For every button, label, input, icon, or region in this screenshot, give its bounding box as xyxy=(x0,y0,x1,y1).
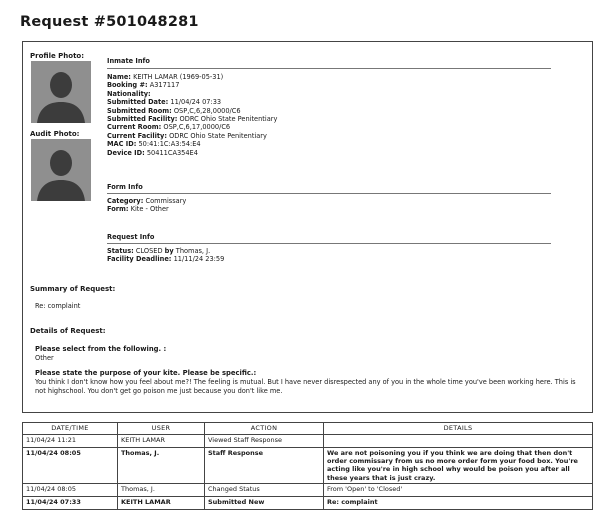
profile-photo xyxy=(31,61,91,123)
field-device-id: Device ID: 50411CA354E4 xyxy=(107,148,198,157)
request-title: Request #501048281 xyxy=(20,14,199,30)
inmate-info-heading: Inmate Info xyxy=(107,57,150,65)
header-details: DETAILS xyxy=(324,423,593,435)
form-info-rule xyxy=(107,193,551,194)
table-row xyxy=(23,448,593,484)
details-label: Details of Request: xyxy=(30,327,106,335)
cell-action: Staff Response xyxy=(205,448,324,484)
cell-details: Re: complaint xyxy=(324,496,593,509)
cell-date: 11/04/24 08:05 xyxy=(23,448,118,484)
field-nationality: Nationality: xyxy=(107,89,151,98)
field-deadline: Facility Deadline: 11/11/24 23:59 xyxy=(107,255,225,264)
field-booking: Booking #: A317117 xyxy=(107,81,180,90)
cell-details: From 'Open' to 'Closed' xyxy=(324,483,593,496)
table-row xyxy=(23,496,593,509)
field-current-room: Current Room: OSP,C,6,17,0000/C6 xyxy=(107,123,231,132)
cell-date: 11/04/24 11:21 xyxy=(23,435,118,448)
audit-photo xyxy=(31,139,91,201)
field-current-facility: Current Facility: ODRC Ohio State Penitentiary xyxy=(107,131,267,140)
question-1: Please select from the following. : xyxy=(35,345,167,353)
cell-details xyxy=(324,435,593,448)
profile-photo-label: Profile Photo: xyxy=(30,52,85,60)
table-header-row xyxy=(23,423,593,435)
audit-photo-label: Audit Photo: xyxy=(30,130,80,138)
cell-date: 11/04/24 07:33 xyxy=(23,496,118,509)
form-info-heading: Form Info xyxy=(107,183,143,191)
cell-action: Changed Status xyxy=(205,483,324,496)
cell-date: 11/04/24 08:05 xyxy=(23,483,118,496)
answer-2: You think I don't know how you feel about me?! The feeling is mutual. But I have never disrespected any of you in the whole time you've been working here. This is not highschool. You don't get go poison me just because you don't like me. xyxy=(35,378,576,395)
header-action: ACTION xyxy=(205,423,324,435)
summary-label: Summary of Request: xyxy=(30,285,116,293)
cell-user: Thomas, J. xyxy=(118,448,205,484)
cell-action: Submitted New xyxy=(205,496,324,509)
summary-value: Re: complaint xyxy=(35,302,81,310)
field-mac-id: MAC ID: 50:41:1C:A3:54:E4 xyxy=(107,140,201,149)
answer-1: Other xyxy=(35,354,54,362)
field-category: Category: Commissary xyxy=(107,197,187,205)
field-submitted-date: Submitted Date: 11/04/24 07:33 xyxy=(107,98,222,107)
cell-user: Thomas, J. xyxy=(118,483,205,496)
question-2: Please state the purpose of your kite. Please be specific.: xyxy=(35,369,257,377)
header-date-time: DATE/TIME xyxy=(23,423,118,435)
inmate-info-fields xyxy=(107,73,277,157)
person-silhouette-icon xyxy=(31,61,91,123)
request-card xyxy=(22,41,593,413)
field-submitted-facility: Submitted Facility: ODRC Ohio State Penitentiary xyxy=(107,115,278,124)
table-row xyxy=(23,435,593,448)
person-silhouette-icon xyxy=(31,139,91,201)
activity-log-table xyxy=(22,422,593,510)
field-submitted-room: Submitted Room: OSP,C,6,28,0000/C6 xyxy=(107,106,241,115)
cell-details: We are not poisoning you if you think we are doing that then don't order commissary from us no more order form your food box. You're acting like you're in high school why would be poison you after all these years that is just crazy. xyxy=(324,448,593,484)
header-user: USER xyxy=(118,423,205,435)
cell-action: Viewed Staff Response xyxy=(205,435,324,448)
cell-user: KEITH LAMAR xyxy=(118,496,205,509)
field-form: Form: Kite - Other xyxy=(107,205,169,214)
request-info-fields xyxy=(107,247,224,264)
table-row xyxy=(23,483,593,496)
request-info-heading: Request Info xyxy=(107,233,155,241)
request-info-rule xyxy=(107,243,551,244)
field-status: Status: CLOSED by Thomas, J. xyxy=(107,247,211,255)
inmate-info-rule xyxy=(107,68,551,69)
cell-user: KEITH LAMAR xyxy=(118,435,205,448)
field-name: Name: KEITH LAMAR (1969-05-31) xyxy=(107,73,224,81)
form-info-fields xyxy=(107,197,186,214)
